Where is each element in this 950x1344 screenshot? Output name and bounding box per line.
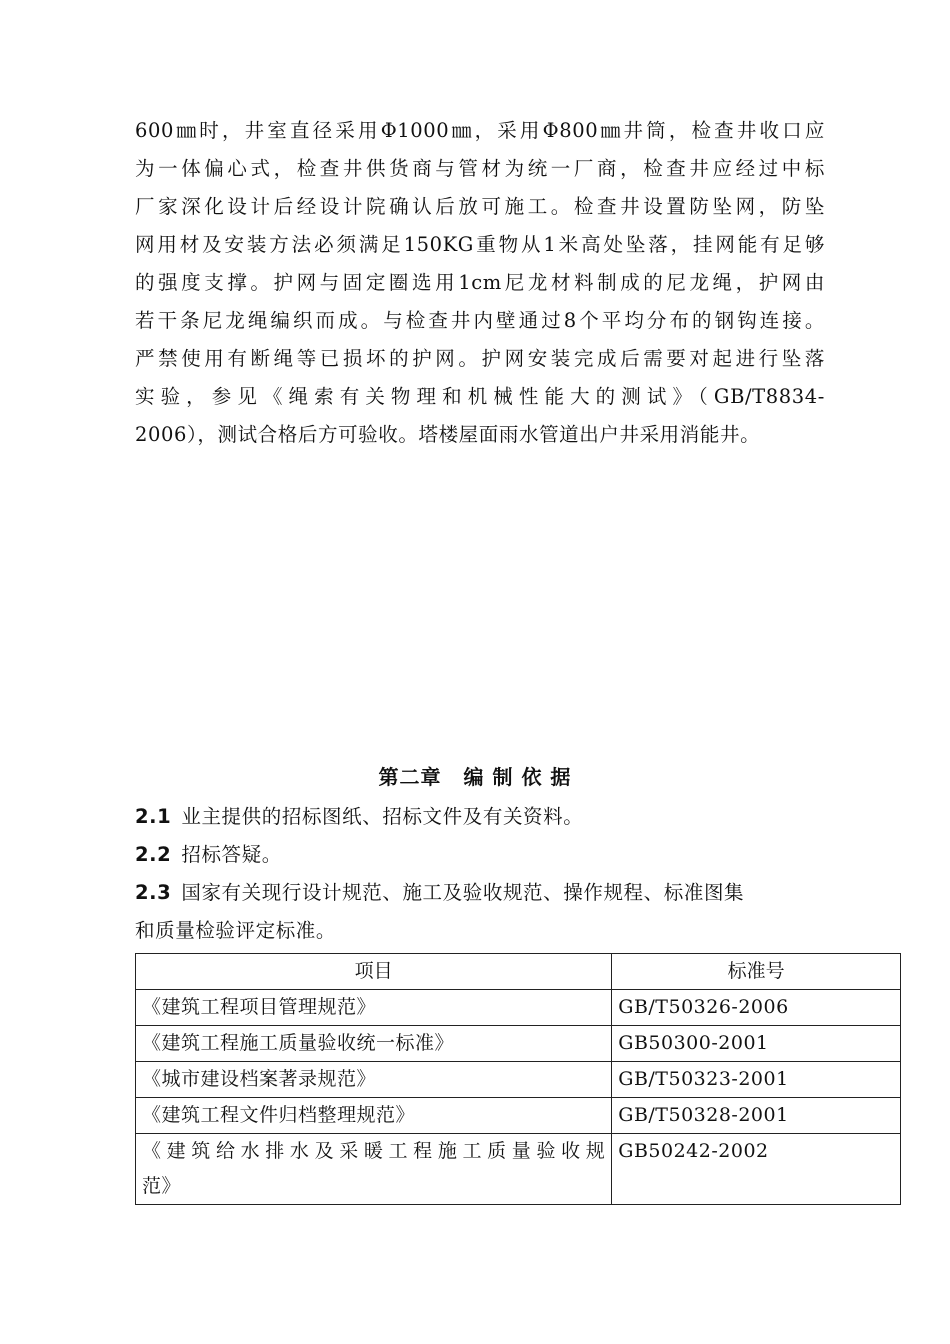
standard-name bbox=[136, 1134, 612, 1205]
paragraph-line: 若干条尼龙绳编织而成。与检查井内壁通过8个平均分布的钢钩连接。 bbox=[135, 309, 825, 332]
table-row bbox=[136, 1134, 901, 1205]
standards-table bbox=[135, 953, 901, 1205]
section-number: 2.1 bbox=[135, 805, 172, 828]
standard-name: 《建筑工程施工质量验收统一标准》 bbox=[136, 1026, 612, 1062]
standard-name-line: 范》 bbox=[142, 1175, 182, 1197]
paragraph-line: 600㎜时，井室直径采用Φ1000㎜，采用Φ800㎜井筒，检查井收口应 bbox=[135, 119, 825, 142]
section-number: 2.2 bbox=[135, 843, 172, 866]
section-2-3 bbox=[135, 874, 825, 912]
paragraph-line: 网用材及安装方法必须满足150KG重物从1米高处坠落，挂网能有足够 bbox=[135, 233, 825, 256]
standard-code: GB50242-2002 bbox=[612, 1134, 901, 1205]
standard-code: GB/T50328-2001 bbox=[612, 1098, 901, 1134]
table-row bbox=[136, 990, 901, 1026]
standard-name-line: 《建筑给水排水及采暖工程施工质量验收规 bbox=[142, 1140, 606, 1162]
standard-code: GB/T50323-2001 bbox=[612, 1062, 901, 1098]
section-text: 招标答疑。 bbox=[181, 843, 282, 866]
standard-name: 《建筑工程文件归档整理规范》 bbox=[136, 1098, 612, 1134]
chapter-number: 第二章 bbox=[378, 765, 442, 789]
table-row bbox=[136, 1062, 901, 1098]
column-header-item: 项目 bbox=[136, 954, 612, 990]
table-row bbox=[136, 1098, 901, 1134]
chapter-title: 编 制 依 据 bbox=[463, 765, 572, 789]
paragraph-line: 厂家深化设计后经设计院确认后放可施工。检查井设置防坠网，防坠 bbox=[135, 195, 825, 218]
standard-name: 《建筑工程项目管理规范》 bbox=[136, 990, 612, 1026]
section-text: 国家有关现行设计规范、施工及验收规范、操作规程、标准图集 bbox=[181, 881, 745, 904]
paragraph-line: 的强度支撑。护网与固定圈选用1cm尼龙材料制成的尼龙绳，护网由 bbox=[135, 271, 825, 294]
paragraph-line: 为一体偏心式，检查井供货商与管材为统一厂商，检查井应经过中标 bbox=[135, 157, 825, 180]
section-2-2 bbox=[135, 836, 825, 874]
section-number: 2.3 bbox=[135, 881, 172, 904]
table-header-row bbox=[136, 954, 901, 990]
table-row bbox=[136, 1026, 901, 1062]
section-2-3-continuation: 和质量检验评定标准。 bbox=[135, 919, 337, 942]
paragraph-line: 2006），测试合格后方可验收。塔楼屋面雨水管道出户井采用消能井。 bbox=[135, 423, 761, 446]
section-2-1 bbox=[135, 798, 825, 836]
standard-code: GB/T50326-2006 bbox=[612, 990, 901, 1026]
standard-name: 《城市建设档案著录规范》 bbox=[136, 1062, 612, 1098]
paragraph-line: 实验，参见《绳索有关物理和机械性能大的测试》（GB/T8834- bbox=[135, 385, 825, 408]
section-text: 业主提供的招标图纸、招标文件及有关资料。 bbox=[181, 805, 584, 828]
column-header-code: 标准号 bbox=[612, 954, 901, 990]
paragraph-line: 严禁使用有断绳等已损坏的护网。护网安装完成后需要对起进行坠落 bbox=[135, 347, 825, 370]
chapter-heading bbox=[0, 758, 950, 796]
standard-code: GB50300-2001 bbox=[612, 1026, 901, 1062]
